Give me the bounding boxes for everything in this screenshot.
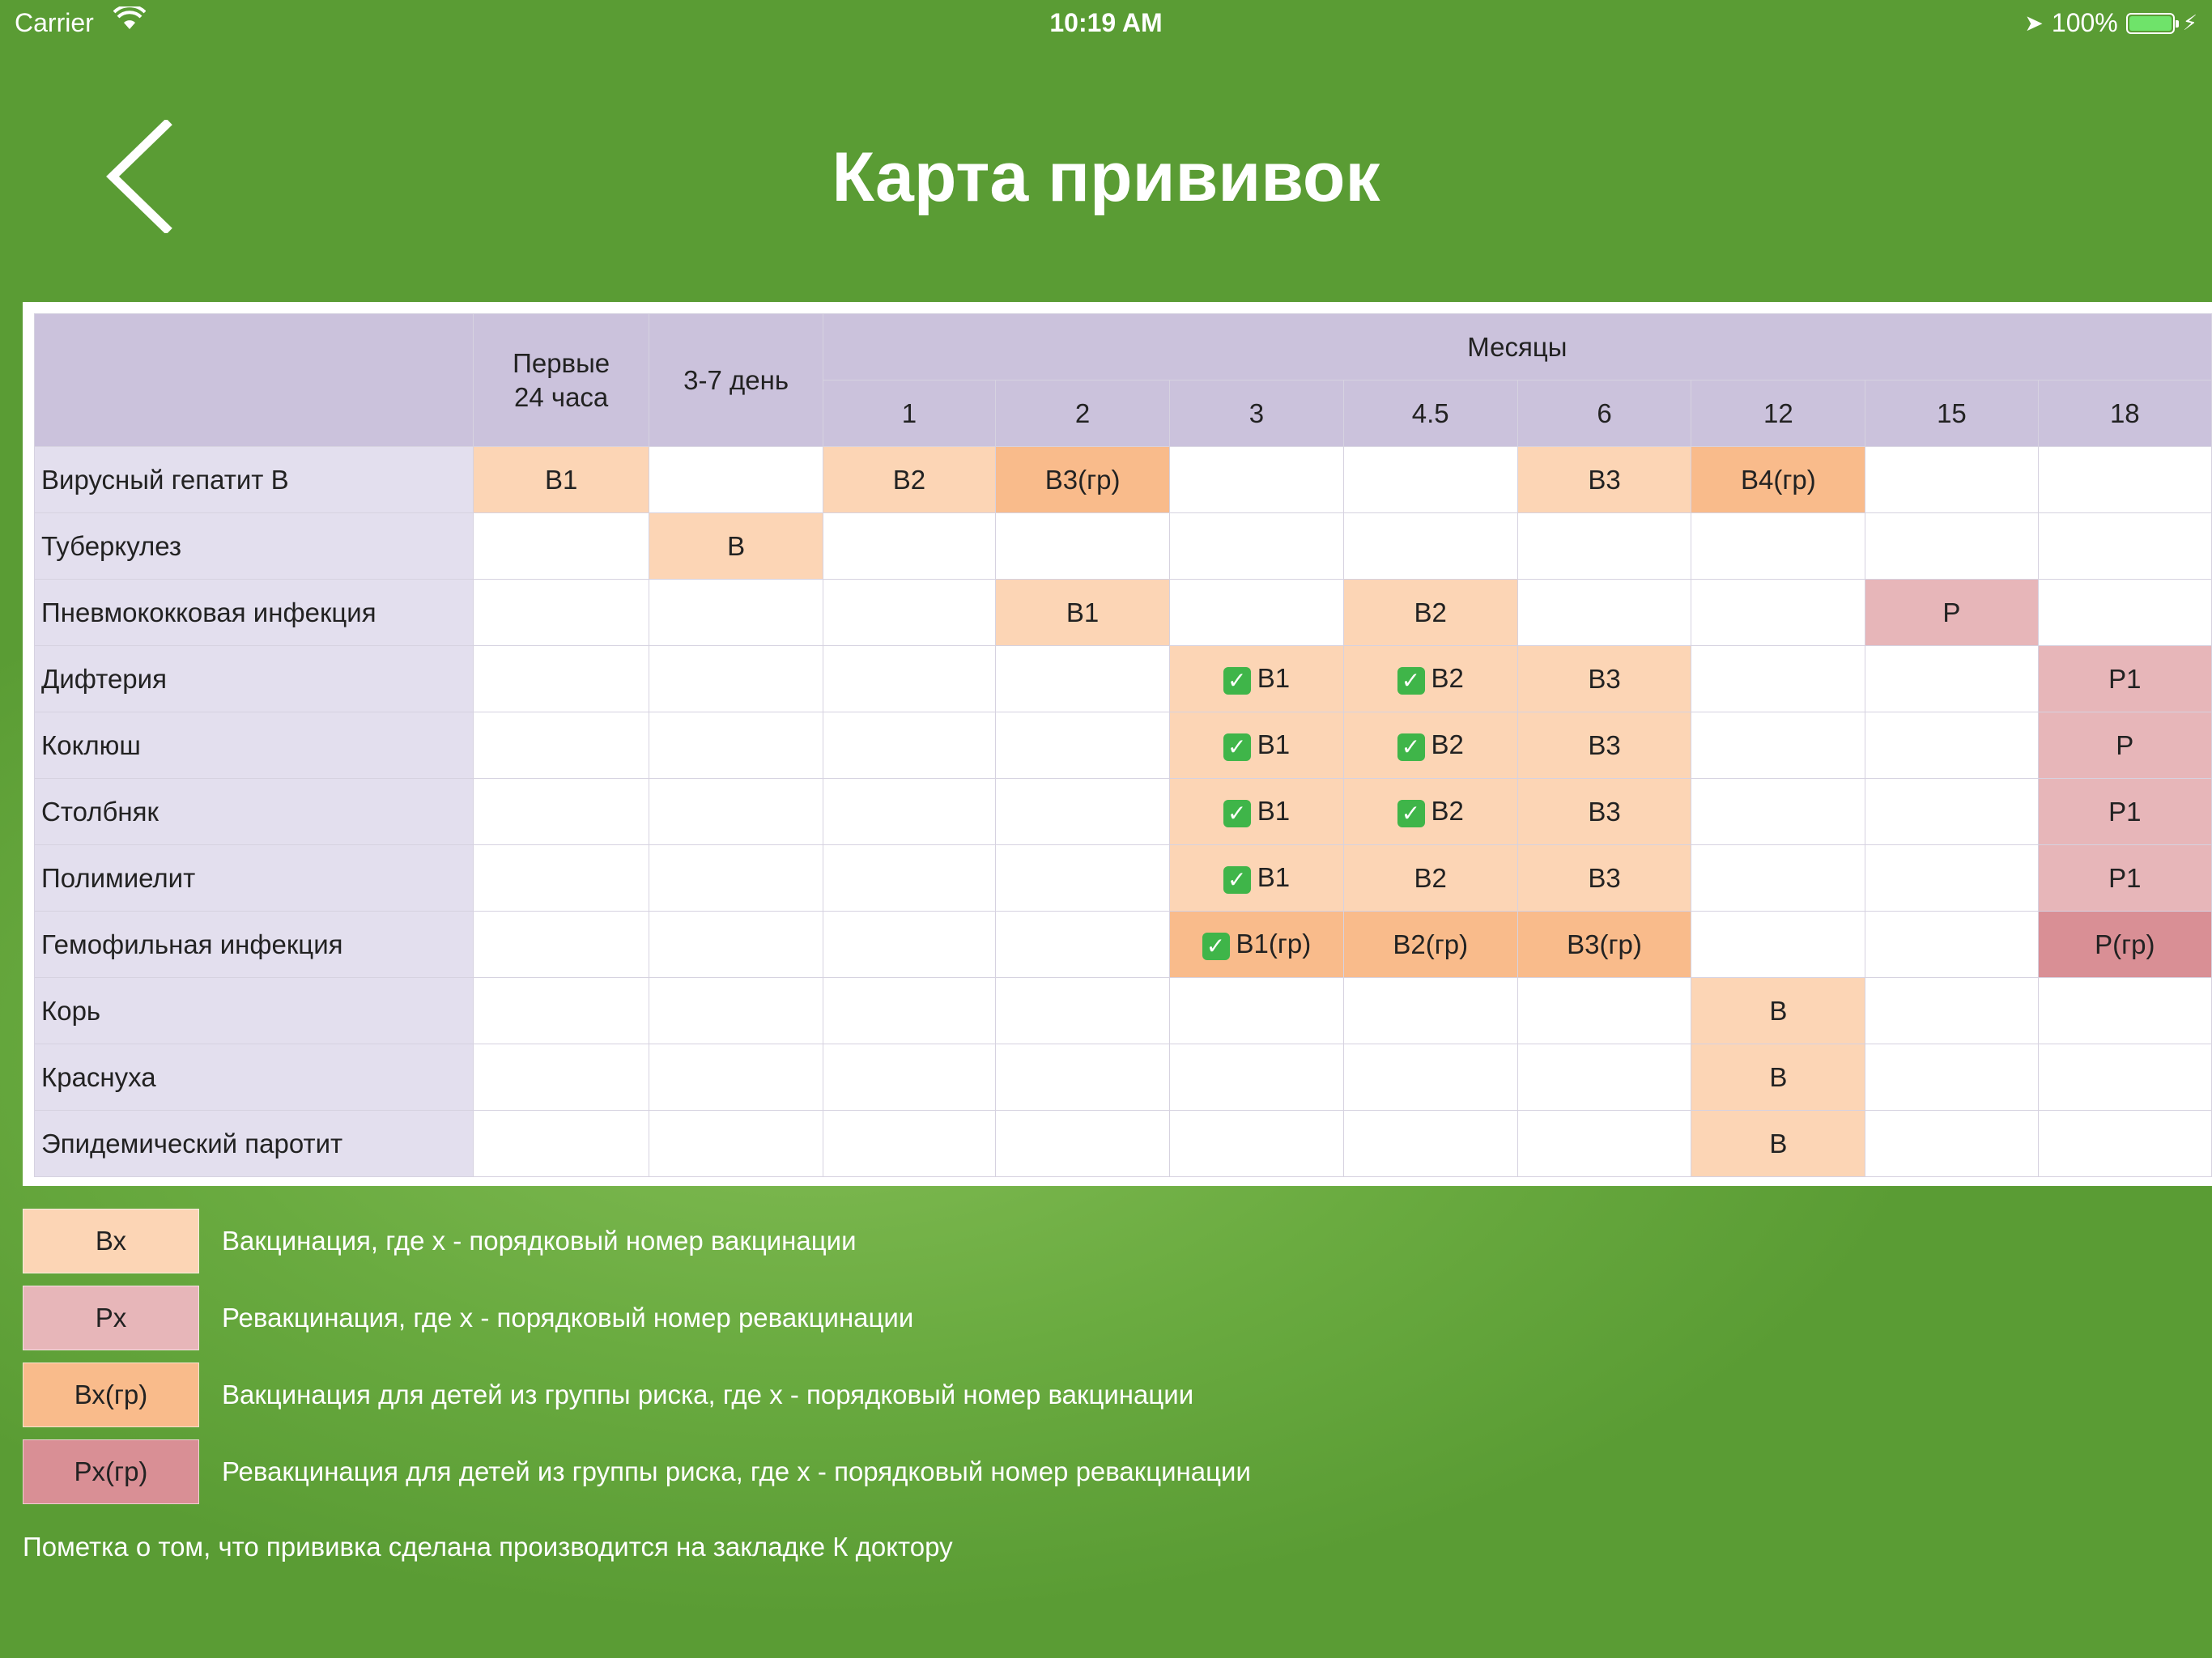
cell-label: В [1769, 995, 1788, 1026]
legend-swatch: Вх [23, 1209, 199, 1273]
schedule-cell [1517, 447, 1691, 513]
schedule-cell [1343, 646, 1517, 712]
done-check-icon: ✓ [1397, 733, 1425, 761]
header-months: Месяцы [823, 314, 2211, 380]
cell-label: Р1 [2108, 796, 2142, 827]
schedule-cell [473, 712, 649, 779]
done-check-icon: ✓ [1202, 933, 1230, 960]
cell-label: В3 [1588, 862, 1621, 893]
cell-label: В1 [1257, 729, 1291, 760]
schedule-cell [473, 1044, 649, 1111]
schedule-cell [996, 580, 1170, 646]
schedule-cell [1170, 978, 1344, 1044]
disease-name: Полимиелит [35, 845, 474, 912]
legend-item [23, 1286, 1642, 1350]
charging-icon: ⚡ [2182, 11, 2197, 35]
header-month: 15 [1865, 380, 2038, 447]
battery-percent: 100% [2051, 8, 2118, 37]
legend-text: Ревакцинация, где х - порядковый номер ревакцинации [222, 1303, 914, 1333]
cell-label: В2 [1414, 597, 1447, 627]
cell-label: Р [2116, 729, 2134, 760]
disease-name: Столбняк [35, 779, 474, 845]
table-row [35, 447, 2212, 513]
cell-label: В2 [1431, 796, 1464, 827]
schedule-cell [1517, 712, 1691, 779]
schedule-cell [1691, 1044, 1865, 1111]
table-body [35, 447, 2212, 1177]
legend-swatch: Рх(гр) [23, 1439, 199, 1504]
schedule-cell [1691, 580, 1865, 646]
schedule-cell [473, 1111, 649, 1177]
schedule-cell [649, 1044, 823, 1111]
cell-label: В2(гр) [1393, 929, 1469, 959]
status-bar [0, 0, 2212, 45]
schedule-cell [649, 580, 823, 646]
header-days: 3-7 день [649, 314, 823, 447]
schedule-cell [649, 513, 823, 580]
schedule-cell [2038, 513, 2211, 580]
vaccination-table-panel [23, 302, 2212, 1186]
header-month: 6 [1517, 380, 1691, 447]
legend-text: Вакцинация, где х - порядковый номер вакцинации [222, 1226, 857, 1256]
table-row [35, 646, 2212, 712]
header-month: 18 [2038, 380, 2211, 447]
schedule-cell [1170, 447, 1344, 513]
done-check-icon: ✓ [1223, 800, 1251, 827]
schedule-cell [473, 580, 649, 646]
schedule-cell [1865, 580, 2038, 646]
schedule-cell [1343, 912, 1517, 978]
schedule-cell [1517, 845, 1691, 912]
schedule-cell [2038, 779, 2211, 845]
table-row [35, 580, 2212, 646]
schedule-cell [1170, 646, 1344, 712]
schedule-cell [649, 978, 823, 1044]
schedule-cell [1865, 978, 2038, 1044]
schedule-cell [1691, 646, 1865, 712]
cell-label: В [1769, 1061, 1788, 1092]
schedule-cell [1691, 978, 1865, 1044]
schedule-cell [2038, 712, 2211, 779]
schedule-cell [2038, 1111, 2211, 1177]
schedule-cell [1170, 712, 1344, 779]
schedule-cell [1691, 845, 1865, 912]
schedule-cell [2038, 845, 2211, 912]
schedule-cell [1691, 712, 1865, 779]
schedule-cell [823, 978, 995, 1044]
done-check-icon: ✓ [1223, 733, 1251, 761]
schedule-cell [1691, 912, 1865, 978]
disease-name: Пневмококковая инфекция [35, 580, 474, 646]
schedule-cell [996, 447, 1170, 513]
schedule-cell [1691, 513, 1865, 580]
legend-text: Вакцинация для детей из группы риска, где х - порядковый номер вакцинации [222, 1380, 1194, 1409]
schedule-cell [823, 845, 995, 912]
schedule-cell [1865, 845, 2038, 912]
schedule-cell [649, 646, 823, 712]
schedule-cell [2038, 978, 2211, 1044]
table-row [35, 845, 2212, 912]
schedule-cell [473, 513, 649, 580]
schedule-cell [649, 447, 823, 513]
schedule-cell [996, 513, 1170, 580]
schedule-cell [1170, 912, 1344, 978]
cell-label: В1 [1257, 862, 1291, 893]
table-row [35, 1111, 2212, 1177]
legend-item [23, 1363, 1642, 1427]
cell-label: В1 [1257, 796, 1291, 827]
legend-item [23, 1439, 1642, 1504]
cell-label: В2 [1431, 663, 1464, 694]
schedule-cell [823, 712, 995, 779]
cell-label: В2 [1414, 862, 1447, 893]
header-month: 2 [996, 380, 1170, 447]
cell-label: В2 [892, 464, 926, 495]
clock: 10:19 AM [1049, 8, 1163, 37]
cell-label: В1 [544, 464, 578, 495]
table-row [35, 912, 2212, 978]
cell-label: В [1769, 1128, 1788, 1158]
status-right [2024, 8, 2197, 38]
schedule-cell [996, 1044, 1170, 1111]
schedule-cell [996, 779, 1170, 845]
done-check-icon: ✓ [1223, 866, 1251, 894]
schedule-cell [1865, 712, 2038, 779]
cell-label: В3 [1588, 796, 1621, 827]
cell-label: В3 [1588, 729, 1621, 760]
vaccination-table [34, 313, 2212, 1177]
schedule-cell [996, 845, 1170, 912]
schedule-cell [823, 447, 995, 513]
schedule-cell [1343, 447, 1517, 513]
schedule-cell [649, 779, 823, 845]
schedule-cell [649, 1111, 823, 1177]
schedule-cell [2038, 1044, 2211, 1111]
done-check-icon: ✓ [1397, 667, 1425, 695]
schedule-cell [996, 1111, 1170, 1177]
schedule-cell [1170, 513, 1344, 580]
schedule-cell [1865, 447, 2038, 513]
schedule-cell [473, 978, 649, 1044]
battery-fill [2129, 16, 2172, 31]
schedule-cell [1170, 1111, 1344, 1177]
schedule-cell [1865, 513, 2038, 580]
legend-text: Ревакцинация для детей из группы риска, где х - порядковый номер ревакцинации [222, 1456, 1251, 1486]
schedule-cell [1170, 779, 1344, 845]
schedule-cell [1343, 1111, 1517, 1177]
schedule-cell [823, 1111, 995, 1177]
cell-label: В1 [1257, 663, 1291, 694]
schedule-cell [473, 779, 649, 845]
disease-name: Краснуха [35, 1044, 474, 1111]
done-check-icon: ✓ [1223, 667, 1251, 695]
schedule-cell [996, 978, 1170, 1044]
disease-name: Гемофильная инфекция [35, 912, 474, 978]
schedule-cell [1343, 845, 1517, 912]
schedule-cell [473, 912, 649, 978]
cell-label: В3 [1588, 464, 1621, 495]
schedule-cell [823, 779, 995, 845]
schedule-cell [473, 845, 649, 912]
schedule-cell [2038, 447, 2211, 513]
schedule-cell [1343, 779, 1517, 845]
schedule-cell [1517, 978, 1691, 1044]
schedule-cell [1865, 1111, 2038, 1177]
schedule-cell [1343, 712, 1517, 779]
cell-label: В3 [1588, 663, 1621, 694]
disease-name: Вирусный гепатит B [35, 447, 474, 513]
table-row [35, 712, 2212, 779]
schedule-cell [649, 712, 823, 779]
schedule-cell [1517, 912, 1691, 978]
header-first24: Первые 24 часа [473, 314, 649, 447]
schedule-cell [1517, 580, 1691, 646]
disease-name: Коклюш [35, 712, 474, 779]
cell-label: В1 [1066, 597, 1100, 627]
disease-name: Туберкулез [35, 513, 474, 580]
legend-swatch: Вх(гр) [23, 1363, 199, 1427]
schedule-cell [1170, 580, 1344, 646]
schedule-cell [1865, 646, 2038, 712]
schedule-cell [1691, 779, 1865, 845]
schedule-cell [1343, 580, 1517, 646]
cell-label: В2 [1431, 729, 1464, 760]
schedule-cell [2038, 912, 2211, 978]
page-title: Карта прививок [832, 138, 1380, 216]
cell-label: В1(гр) [1236, 929, 1312, 959]
schedule-cell [996, 712, 1170, 779]
table-row [35, 978, 2212, 1044]
cell-label: Р(гр) [2095, 929, 2155, 959]
disease-name: Корь [35, 978, 474, 1044]
schedule-cell [1865, 912, 2038, 978]
schedule-cell [1343, 978, 1517, 1044]
schedule-cell [649, 845, 823, 912]
footnote: Пометка о том, что прививка сделана производится на закладке К доктору [23, 1532, 953, 1562]
schedule-cell [1343, 513, 1517, 580]
schedule-cell [1865, 779, 2038, 845]
schedule-cell [1517, 1111, 1691, 1177]
cell-label: В3(гр) [1044, 464, 1121, 495]
table-row [35, 1044, 2212, 1111]
disease-name: Эпидемический паротит [35, 1111, 474, 1177]
cell-label: Р1 [2108, 862, 2142, 893]
cell-label: Р1 [2108, 663, 2142, 694]
table-row [35, 779, 2212, 845]
legend-swatch: Рх [23, 1286, 199, 1350]
cell-label: Р [1942, 597, 1961, 627]
schedule-cell [823, 646, 995, 712]
done-check-icon: ✓ [1397, 800, 1425, 827]
schedule-cell [1343, 1044, 1517, 1111]
schedule-cell [996, 646, 1170, 712]
header-month: 1 [823, 380, 995, 447]
legend-item [23, 1209, 1642, 1273]
header-month: 4.5 [1343, 380, 1517, 447]
header-month: 12 [1691, 380, 1865, 447]
header-month: 3 [1170, 380, 1344, 447]
schedule-cell [996, 912, 1170, 978]
schedule-cell [1517, 646, 1691, 712]
schedule-cell [649, 912, 823, 978]
schedule-cell [1691, 1111, 1865, 1177]
cell-label: В [727, 530, 746, 561]
schedule-cell [1865, 1044, 2038, 1111]
carrier-label: Carrier [15, 8, 94, 37]
schedule-cell [2038, 580, 2211, 646]
table-row [35, 513, 2212, 580]
schedule-cell [1517, 1044, 1691, 1111]
battery-icon [2126, 13, 2175, 34]
schedule-cell [2038, 646, 2211, 712]
disease-name: Дифтерия [35, 646, 474, 712]
header-corner [35, 314, 474, 447]
schedule-cell [1517, 779, 1691, 845]
schedule-cell [1170, 1044, 1344, 1111]
schedule-cell [1691, 447, 1865, 513]
schedule-cell [473, 447, 649, 513]
cell-label: В4(гр) [1740, 464, 1816, 495]
schedule-cell [823, 513, 995, 580]
schedule-cell [473, 646, 649, 712]
cell-label: В3(гр) [1567, 929, 1642, 959]
schedule-cell [823, 580, 995, 646]
location-arrow-icon: ➤ [2024, 11, 2044, 36]
schedule-cell [1170, 845, 1344, 912]
schedule-cell [1517, 513, 1691, 580]
schedule-cell [823, 1044, 995, 1111]
schedule-cell [823, 912, 995, 978]
